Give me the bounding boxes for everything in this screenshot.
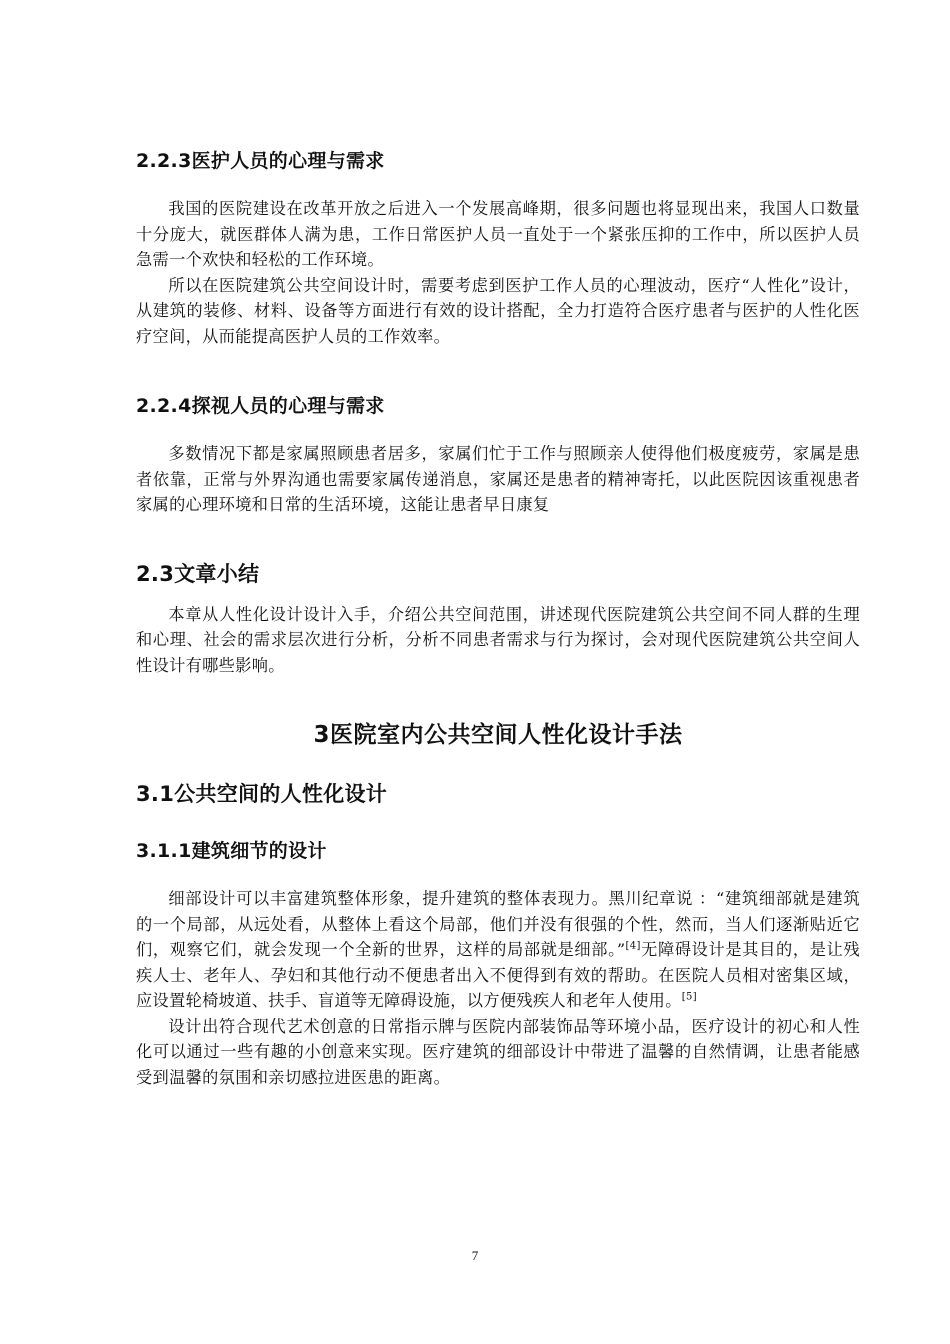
- section-heading-2-2-3: 2.2.3医护人员的心理与需求: [136, 150, 385, 172]
- paragraph-2-3-1: 本章从人性化设计设计入手，介绍公共空间范围，讲述现代医院建筑公共空间不同人群的生理和心理、社会的需求层次进行分析，分析不同患者需求与行为探讨，会对现代医院建筑公共空间人性设计有哪些影响。: [136, 604, 860, 675]
- citation-ref-4: [4]: [625, 940, 641, 952]
- page-number: 7: [471, 1248, 479, 1263]
- paragraph-3-1-1-2: 设计出符合现代艺术创意的日常指示牌与医院内部装饰品等环境小品，医疗设计的初心和人性化可以通过一些有趣的小创意来实现。医疗建筑的细部设计中带进了温馨的自然情调，让患者能感受到温馨的氛围和亲切感拉进医患的距离。: [136, 1016, 860, 1087]
- paragraph-text: 无障碍设计是其目的，是让残疾人士、老年人、孕妇和其他行动不便患者出入不便得到有效的帮助。在医院人员相对密集区域，应设置轮椅坡道、扶手、盲道等无障碍设施，以方便残疾人和老年人使用。: [136, 940, 860, 1010]
- paragraph-2-2-4-1: 多数情况下都是家属照顾患者居多，家属们忙于工作与照顾亲人使得他们极度疲劳，家属是患者依靠，正常与外界沟通也需要家属传递消息，家属还是患者的精神寄托，以此医院因该重视患者家属的心理环境和日常的生活环境，这能让患者早日康复: [136, 444, 860, 514]
- section-heading-2-3: 2.3文章小结: [136, 561, 260, 586]
- paragraph-3-1-1-1: [136, 886, 860, 1014]
- section-heading-3-1-1: 3.1.1建筑细节的设计: [136, 840, 327, 862]
- paragraph-text: 细部设计可以丰富建筑整体形象，提升建筑的整体表现力。黑川纪章说 ：“建筑细部就是建筑的一个局部，从远处看，从整体上看这个局部，他们并没有很强的个性，然而，当人们逐渐贴近它们，观察它们，就会发现一个全新的世界，这样的局部就是细部。”: [136, 889, 860, 959]
- section-heading-3-1: 3.1公共空间的人性化设计: [136, 782, 388, 806]
- paragraph-2-2-3-1: 我国的医院建设在改革开放之后进入一个发展高峰期，很多问题也将显现出来，我国人口数量十分庞大，就医群体人满为患，工作日常医护人员一直处于一个紧张压抑的工作中，所以医护人员急需一个欢快和轻松的工作环境。: [136, 199, 860, 269]
- section-heading-2-2-4: 2.2.4探视人员的心理与需求: [136, 395, 385, 417]
- page-content: [136, 146, 860, 1090]
- chapter-heading-3: 3医院室内公共空间人性化设计手法: [313, 722, 683, 748]
- citation-ref-5: [5]: [681, 991, 697, 1003]
- paragraph-2-2-3-2: 所以在医院建筑公共空间设计时，需要考虑到医护工作人员的心理波动，医疗“人性化”设计，从建筑的装修、材料、设备等方面进行有效的设计搭配，全力打造符合医疗患者与医护的人性化医疗空间，从而能提高医护人员的工作效率。: [136, 275, 860, 346]
